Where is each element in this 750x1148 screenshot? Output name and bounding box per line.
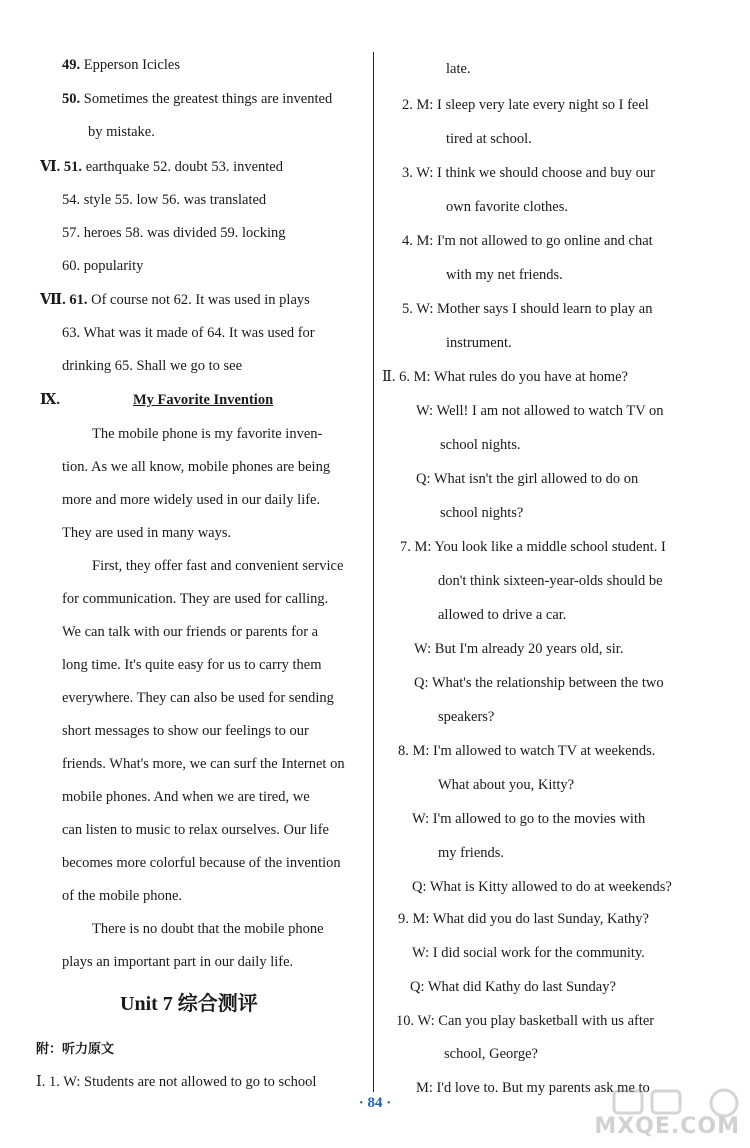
transcript-line: 8. M: I'm allowed to watch TV at weekends. bbox=[398, 743, 656, 759]
transcript-line: 10. W: Can you play basketball with us after bbox=[396, 1013, 655, 1029]
transcript-line: W: Well! I am not allowed to watch TV on bbox=[416, 403, 664, 419]
transcript-line: school nights. bbox=[440, 437, 521, 453]
section-label: Ⅸ. bbox=[40, 392, 60, 408]
watermark-text: MXQE.COM bbox=[594, 1114, 740, 1139]
transcript-line: W: But I'm already 20 years old, sir. bbox=[414, 641, 624, 657]
essay-line: friends. What's more, we can surf the Internet on bbox=[62, 756, 345, 772]
essay-line: of the mobile phone. bbox=[62, 888, 183, 904]
watermark bbox=[574, 1085, 744, 1143]
transcript-line: M: I'd love to. But my parents ask me to bbox=[416, 1080, 650, 1096]
transcript-line: late. bbox=[446, 61, 471, 77]
transcript-line: my friends. bbox=[438, 845, 505, 861]
essay-line: plays an important part in our daily life. bbox=[62, 954, 294, 970]
answer-line: 50. Sometimes the greatest things are invented bbox=[62, 91, 333, 107]
transcript-line: 5. W: Mother says I should learn to play an bbox=[402, 301, 653, 317]
transcript-line: tired at school. bbox=[446, 131, 532, 147]
transcript-line: school, George? bbox=[444, 1046, 538, 1062]
transcript-line: Q: What isn't the girl allowed to do on bbox=[416, 471, 639, 487]
transcript-line: own favorite clothes. bbox=[446, 199, 569, 215]
appendix-label: 附：听力原文 bbox=[36, 1042, 115, 1057]
answer-line: 49. Epperson Icicles bbox=[62, 57, 180, 73]
transcript-line: 3. W: I think we should choose and buy our bbox=[402, 165, 655, 181]
essay-line: more and more widely used in our daily life. bbox=[62, 492, 321, 508]
transcript-line: 9. M: What did you do last Sunday, Kathy? bbox=[398, 911, 649, 927]
listening-line: Ⅰ. 1. W: Students are not allowed to go to school bbox=[36, 1074, 317, 1090]
essay-line: tion. As we all know, mobile phones are being bbox=[62, 459, 331, 475]
essay-line: long time. It's quite easy for us to carry them bbox=[62, 657, 322, 673]
answer-line: 54. style 55. low 56. was translated bbox=[62, 192, 267, 208]
answer-line: Ⅵ. 51. earthquake 52. doubt 53. invented bbox=[40, 159, 283, 175]
answer-line: drinking 65. Shall we go to see bbox=[62, 358, 243, 374]
transcript-line: What about you, Kitty? bbox=[438, 777, 575, 793]
answer-line: Ⅶ. 61. Of course not 62. It was used in plays bbox=[40, 292, 310, 308]
unit-title: Unit 7 综合测评 bbox=[120, 993, 258, 1015]
essay-line: can listen to music to relax ourselves. Our life bbox=[62, 822, 329, 838]
transcript-line: W: I'm allowed to go to the movies with bbox=[412, 811, 646, 827]
essay-line: They are used in many ways. bbox=[62, 525, 232, 541]
transcript-line: 7. M: You look like a middle school student. I bbox=[400, 539, 666, 555]
essay-line: short messages to show our feelings to our bbox=[62, 723, 309, 739]
transcript-line: don't think sixteen-year-olds should be bbox=[438, 573, 663, 589]
page-number: · 84 · bbox=[358, 1095, 392, 1111]
transcript-line: 2. M: I sleep very late every night so I feel bbox=[402, 97, 649, 113]
transcript-line: Q: What's the relationship between the two bbox=[414, 675, 664, 691]
essay-line: First, they offer fast and convenient service bbox=[92, 558, 344, 574]
answer-line: 60. popularity bbox=[62, 258, 144, 274]
essay-line: everywhere. They can also be used for sending bbox=[62, 690, 334, 706]
answer-line: by mistake. bbox=[88, 124, 155, 140]
column-divider bbox=[373, 52, 374, 1092]
transcript-line: speakers? bbox=[438, 709, 495, 725]
essay-line: There is no doubt that the mobile phone bbox=[92, 921, 324, 937]
essay-line: mobile phones. And when we are tired, we bbox=[62, 789, 310, 805]
transcript-line: allowed to drive a car. bbox=[438, 607, 567, 623]
essay-line: The mobile phone is my favorite inven- bbox=[92, 426, 323, 442]
answer-line: 57. heroes 58. was divided 59. locking bbox=[62, 225, 286, 241]
essay-line: becomes more colorful because of the invention bbox=[62, 855, 341, 871]
transcript-line: school nights? bbox=[440, 505, 524, 521]
transcript-line: Q: What did Kathy do last Sunday? bbox=[410, 979, 616, 995]
essay-line: for communication. They are used for calling. bbox=[62, 591, 329, 607]
answer-line: 63. What was it made of 64. It was used for bbox=[62, 325, 315, 341]
transcript-line: 4. M: I'm not allowed to go online and chat bbox=[402, 233, 653, 249]
transcript-line: Q: What is Kitty allowed to do at weekends? bbox=[412, 879, 672, 895]
transcript-line: with my net friends. bbox=[446, 267, 563, 283]
transcript-line: instrument. bbox=[446, 335, 512, 351]
essay-line: We can talk with our friends or parents for a bbox=[62, 624, 319, 640]
transcript-line: Ⅱ. 6. M: What rules do you have at home? bbox=[382, 369, 628, 385]
transcript-line: W: I did social work for the community. bbox=[412, 945, 645, 961]
essay-title: My Favorite Invention bbox=[133, 392, 274, 408]
